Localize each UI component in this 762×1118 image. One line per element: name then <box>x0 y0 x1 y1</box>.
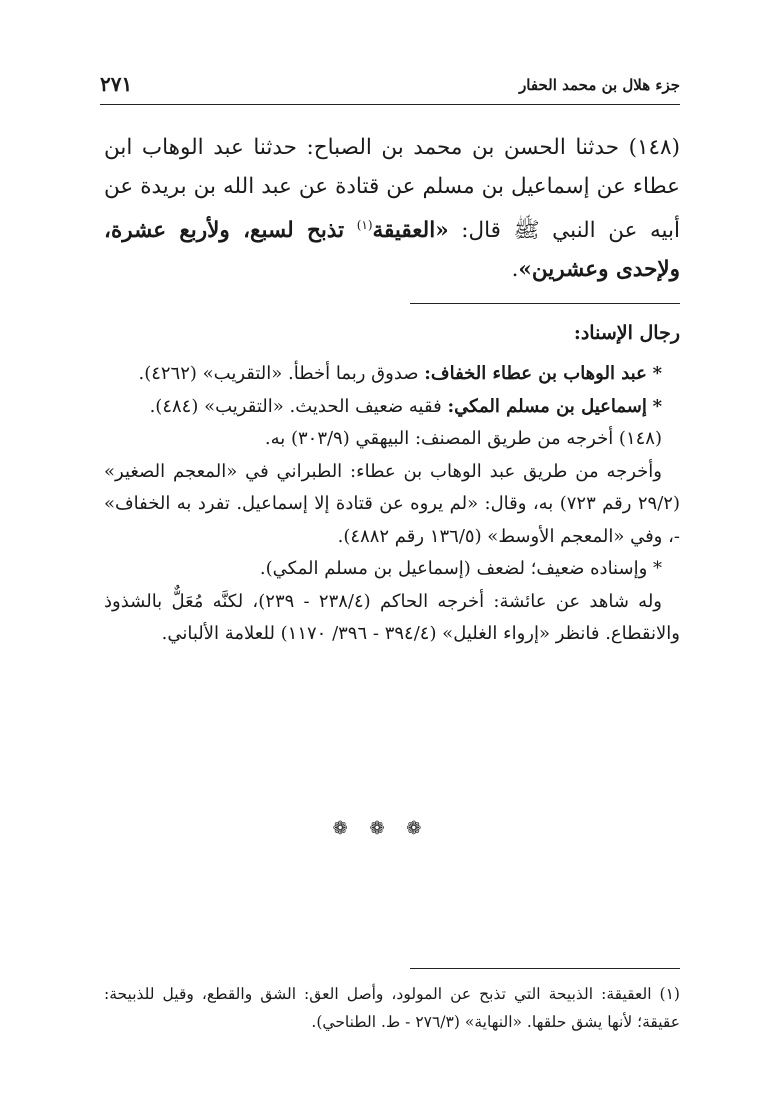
hadith-end: . <box>511 257 519 283</box>
hadith-matn: تذبح لسبع، ولأربع عشرة، ولإحدى وعشرين» <box>104 218 680 283</box>
narrator-grade: فقيه ضعيف الحديث. «التقريب» (٤٨٤). <box>149 395 442 417</box>
running-header <box>100 72 680 102</box>
narrator-name: عبد الوهاب بن عطاء الخفاف: <box>424 363 647 384</box>
footnote-rule <box>410 968 680 969</box>
narrator-marker: * <box>652 395 662 417</box>
header-rule <box>100 104 680 105</box>
footnote-reference: (١) <box>356 218 373 232</box>
hadith-matn-word: «العقيقة <box>372 218 449 244</box>
section-divider-stars: ❁ ❁ ❁ <box>332 818 430 839</box>
narrator-name: إسماعيل بن مسلم المكي: <box>447 395 647 417</box>
takhrij-paragraph: وله شاهد عن عائشة: أخرجه الحاكم (٢٣٨/٤ - ٢٣٩)، لكنَّه مُعَلٌّ بالشذوذ والانقطاع. فانظر «إرواء الغليل» (٣٩٤/٤ - ٣٩٦/ ١١٧٠) للعلامة الألباني. <box>104 590 680 644</box>
narrator-entry <box>104 391 680 424</box>
hadith-isnad: حدثنا الحسن بن محمد بن الصباح: حدثنا عبد الوهاب ابن عطاء عن إسماعيل بن مسلم عن قتادة عن عبد الله بن بريدة عن أبيه عن النبي ﷺ قال: <box>104 135 680 244</box>
running-title: جزء هلال بن محمد الحفار <box>519 76 680 94</box>
narrator-entry <box>104 358 680 391</box>
section-rule <box>410 303 680 304</box>
hadith-text <box>104 128 680 289</box>
page-number: ٢٧١ <box>100 72 133 96</box>
takhrij-paragraph: وأخرجه من طريق عبد الوهاب بن عطاء: الطبراني في «المعجم الصغير» (٢٩/٢ رقم ٧٢٣) به، وقال: «لم يروه عن قتادة إلا إسماعيل. تفرد به الخفاف» -، وفي «المعجم الأوسط» (١٣٦/٥ رقم ٤٨٨٢). <box>104 460 680 547</box>
hadith-number: (١٤٨) <box>628 135 680 160</box>
takhrij-paragraph: * وإسناده ضعيف؛ لضعف (إسماعيل بن مسلم المكي). <box>259 558 662 579</box>
commentary <box>104 358 680 651</box>
footnote-text: العقيقة: الذبيحة التي تذبح عن المولود، وأصل العق: الشق والقطع، وقيل للذبيحة: عقيقة؛ لأنها يشق حلقها. «النهاية» (٢٧٦/٣ - ط. الطناحي). <box>104 985 680 1031</box>
narrator-marker: * <box>652 363 662 384</box>
footnote <box>104 980 680 1036</box>
takhrij-paragraph: (١٤٨) أخرجه من طريق المصنف: البيهقي (٣٠٣/٩) به. <box>264 428 662 449</box>
narrator-grade: صدوق ربما أخطأ. «التقريب» (٤٢٦٢). <box>138 363 419 384</box>
section-title: رجال الإسناد: <box>573 322 680 344</box>
footnote-number: (١) <box>659 985 680 1003</box>
